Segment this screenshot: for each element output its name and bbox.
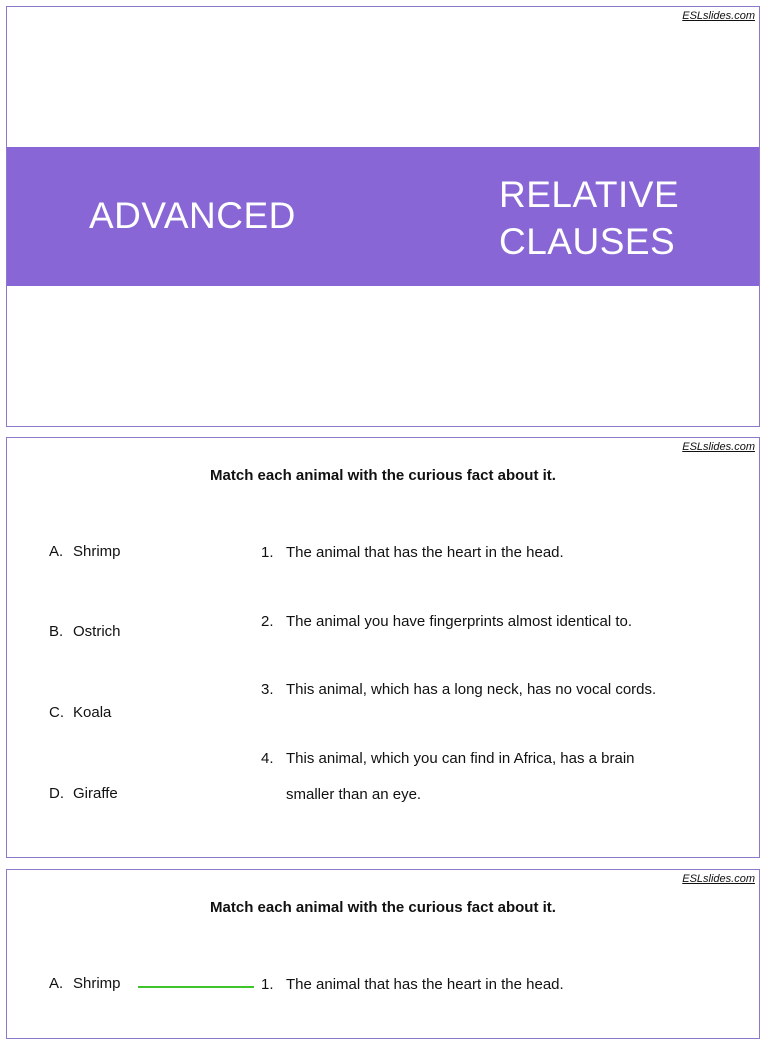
instruction-text: Match each animal with the curious fact about it. xyxy=(210,899,556,916)
animal-letter: B. xyxy=(49,623,64,640)
animal-item-a xyxy=(49,975,121,992)
animal-name: Shrimp xyxy=(73,543,121,560)
exercise-slide xyxy=(6,437,760,858)
fact-text: The animal that has the heart in the head. xyxy=(286,544,564,561)
title-advanced: ADVANCED xyxy=(89,195,296,236)
animal-item-a xyxy=(49,543,121,560)
fact-text: The animal you have fingerprints almost identical to. xyxy=(286,613,633,630)
fact-number: 3. xyxy=(261,681,274,698)
fact-item-1 xyxy=(261,535,741,571)
fact-item-2 xyxy=(261,604,741,640)
fact-text: This animal, which has a long neck, has no vocal cords. xyxy=(286,681,657,698)
title-line-relative: RELATIVE xyxy=(499,174,680,215)
animal-name: Giraffe xyxy=(73,785,118,802)
animal-letter: C. xyxy=(49,704,64,721)
fact-number: 2. xyxy=(261,613,274,630)
fact-item-1 xyxy=(261,967,741,1003)
fact-number: 1. xyxy=(261,544,274,561)
animal-item-c xyxy=(49,704,111,721)
animal-letter: A. xyxy=(49,543,64,560)
animal-name: Koala xyxy=(73,704,112,721)
title-band xyxy=(7,147,759,286)
animal-name: Shrimp xyxy=(73,975,121,992)
animal-letter: D. xyxy=(49,785,64,802)
site-watermark: ESLslides.com xyxy=(682,10,755,22)
animal-name: Ostrich xyxy=(73,623,121,640)
fact-text-continued: smaller than an eye. xyxy=(286,786,422,803)
site-watermark: ESLslides.com xyxy=(682,873,755,885)
fact-number: 4. xyxy=(261,750,274,767)
title-line-clauses: CLAUSES xyxy=(499,221,676,262)
answer-slide xyxy=(6,869,760,1039)
fact-number: 1. xyxy=(261,976,274,993)
fact-text: The animal that has the heart in the head. xyxy=(286,976,564,993)
animal-item-d xyxy=(49,785,118,802)
answer-match-line xyxy=(138,986,254,988)
instruction-text: Match each animal with the curious fact about it. xyxy=(210,467,556,484)
animal-item-b xyxy=(49,623,121,640)
fact-item-3 xyxy=(261,672,741,708)
fact-text: This animal, which you can find in Africa, has a brain xyxy=(286,750,635,767)
fact-item-4 xyxy=(261,741,741,813)
title-relative-clauses xyxy=(499,171,679,265)
cover-slide xyxy=(6,6,760,427)
animal-letter: A. xyxy=(49,975,64,992)
site-watermark: ESLslides.com xyxy=(682,441,755,453)
